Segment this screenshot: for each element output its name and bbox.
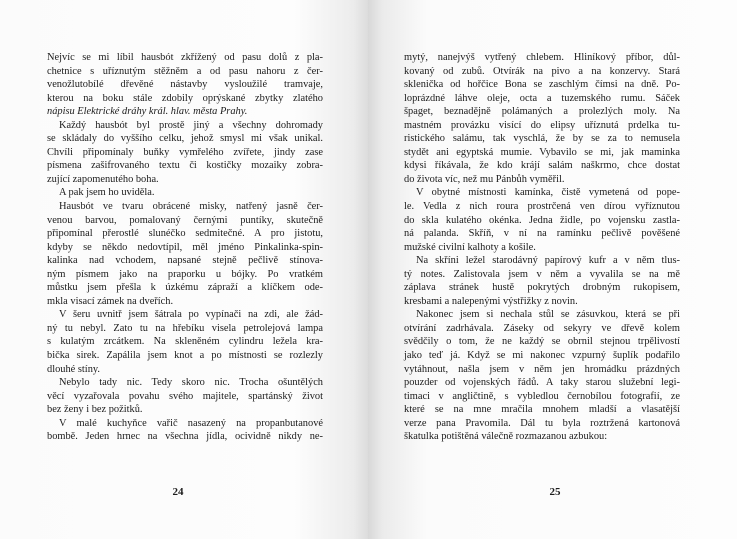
text-line: mastném provázku visící do elipsy uříznutá prdelka tu- (404, 119, 680, 131)
text-line: bombě. Jeden hrnec na všechna jídla, ocividně nikdy ne- (47, 431, 323, 443)
text-line: vytáhnout, našla jsem v něm jen hromádku prázdných (404, 363, 680, 375)
left-page (0, 0, 368, 539)
text-line: kresbami a nalepenými výstřižky z novin. (404, 295, 578, 307)
text-line: Nejvíc se mi líbil hausbót zkřížený od pasu dolů z pla- (47, 52, 323, 63)
text-line: špaget, beznadějně polámaných a prolezlých moly. Na (404, 106, 680, 118)
text-line: nápisu Elektrické dráhy král. hlav. města Prahy. (47, 106, 248, 118)
text-line: písmena zašifrovaného textu či kostičky mozaiky zobra- (47, 160, 323, 172)
text-line: mytý, nanejvýš vytřený chlebem. Hliníkový příbor, důl- (404, 52, 680, 63)
text-line: ný tu nebyl. Zato tu na hřebíku visela petrolejová lampa (47, 322, 323, 334)
text-line: verze pana Pravomila. Dál tu byla roztržená kartonová (404, 417, 680, 429)
page-number: 25 (549, 486, 561, 498)
text-line: venožlutobílé dřevěné nástavby vysloužilé tramvaje, (47, 79, 323, 91)
text-line: Nakonec jsem si nechala stůl se zásuvkou, která se při (416, 309, 680, 321)
text-line: V obytné místnosti kamínka, čistě vymetená od pope- (416, 187, 680, 199)
text-line: kdyby se někdo nedovtípil, měl jméno Pinkalinka-spin- (47, 241, 323, 253)
text-line: do skla kulatého okénka. Jedna židle, po vojensku zastla- (404, 214, 680, 226)
text-line: sklenička od hořčice Bona se zaschlým čímsi na dně. Po- (404, 79, 680, 91)
text-line: které se na mne mračila mnohem mladší a vlasatější (404, 404, 680, 416)
text-line: jako teď já. Když se mi nakonec vzpurný šuplík podařilo (404, 350, 680, 362)
text-line: kterou na boku stále zdobily oprýskané zbytky zlatého (47, 92, 323, 104)
text-line: mužské civilní kalhoty a košile. (404, 241, 536, 253)
text-line: zující zapomenutého boha. (47, 173, 159, 185)
text-line: V šeru uvnitř jsem šátrala po vypínači na zdi, ale žád- (59, 309, 323, 321)
page-number: 24 (172, 486, 184, 498)
text-line: svědčily o tom, že ne každý se obrnil stejnou trpělivostí (404, 336, 680, 348)
text-line: Chvíli připomínaly buňky vymřelého zvířete, jindy zase (47, 146, 323, 158)
text-line: stydět ani egyptská mumie. Vybavilo se mi, jak maminka (404, 146, 680, 158)
text-line: tý notes. Zalistovala jsem v něm a vyvalila se na mě (404, 268, 680, 280)
text-line: záplava stránek hustě pokrytých drobným rukopisem, (404, 282, 680, 294)
text-line: se skládaly do vyššího celku, jehož smysl mi však unikal. (47, 133, 323, 145)
text-line: věcí vyzařovala povahu svého majitele, spartánský život (47, 390, 323, 402)
text-line: bička sirek. Zapálila jsem knot a po místnosti se rozlezly (47, 350, 323, 362)
right-page-text (404, 51, 680, 444)
text-line: ristického salámu, tak vyschlá, že by se za to nemusela (404, 133, 680, 145)
text-line: chetnice s uříznutým stěžněm a od pasu nahoru z čer- (47, 65, 323, 77)
text-line: kovaný od zubů. Otvírák na pivo a na konzervy. Stará (404, 65, 680, 77)
text-line: kalinka nad vchodem, napsané stejně pečlivě stínova- (47, 255, 323, 267)
text-line: timaci v angličtině, s vybledlou černobílou fotografií, ze (404, 390, 680, 402)
text-line: Každý hausbót byl prostě jiný a všechny dohromady (59, 119, 323, 131)
text-line: dlouhé stíny. (47, 363, 101, 375)
text-line: mkla visací zámek na dveřích. (47, 295, 174, 307)
left-page-text (47, 51, 323, 444)
text-line: škatulka potištěná válečně rozmazanou azbukou: (404, 431, 608, 443)
text-line: připomínal přerostlé slunéčko sedmitečné. A pro jistotu, (47, 228, 323, 240)
text-line: kdysi říkávala, že kdo krájí salám naškrmo, chce dostat (404, 160, 680, 172)
text-line: bez ženy i bez požitků. (47, 404, 143, 416)
text-line: s kulatým zrcátkem. Na skleněném cylindru ležela kra- (47, 336, 323, 348)
text-line: le. Vedla z nich roura prostrčená ven dírou vyříznutou (404, 201, 680, 213)
text-line: ná palanda. Skříň, v ní na ramínku pečlivě pověšené (404, 228, 680, 240)
text-line: Nebylo tady nic. Tedy skoro nic. Trocha ošuntělých (59, 377, 323, 389)
text-line: venou barvou, pomalovaný černými puntíky, skutečně (47, 214, 323, 226)
text-line: ným písmem jako na praporku u bójky. Po vratkém (47, 268, 323, 280)
text-line: Hausbót ve tvaru obrácené misky, natřený jasně čer- (59, 201, 323, 213)
text-line: Na skříni ležel starodávný papírový kufr a v něm tlus- (416, 255, 680, 267)
text-line: otvírání zadrhávala. Záseky od sekyry ve dřevě kolem (404, 322, 680, 334)
text-line: V malé kuchyňce vařič nasazený na propanbutanové (59, 417, 323, 429)
text-line: A pak jsem ho uviděla. (59, 187, 155, 199)
text-line: do života víc, než mu Pánbůh vyměřil. (404, 173, 565, 185)
text-line: loprázdné láhve oleje, octa a tuzemského rumu. Sáček (404, 92, 680, 104)
text-line: pouzder od vojenských řádů. A taky starou služební legi- (404, 377, 680, 389)
text-line: můstku jsem přešla k úzkému zápraží a klíčkem ode- (47, 282, 323, 294)
